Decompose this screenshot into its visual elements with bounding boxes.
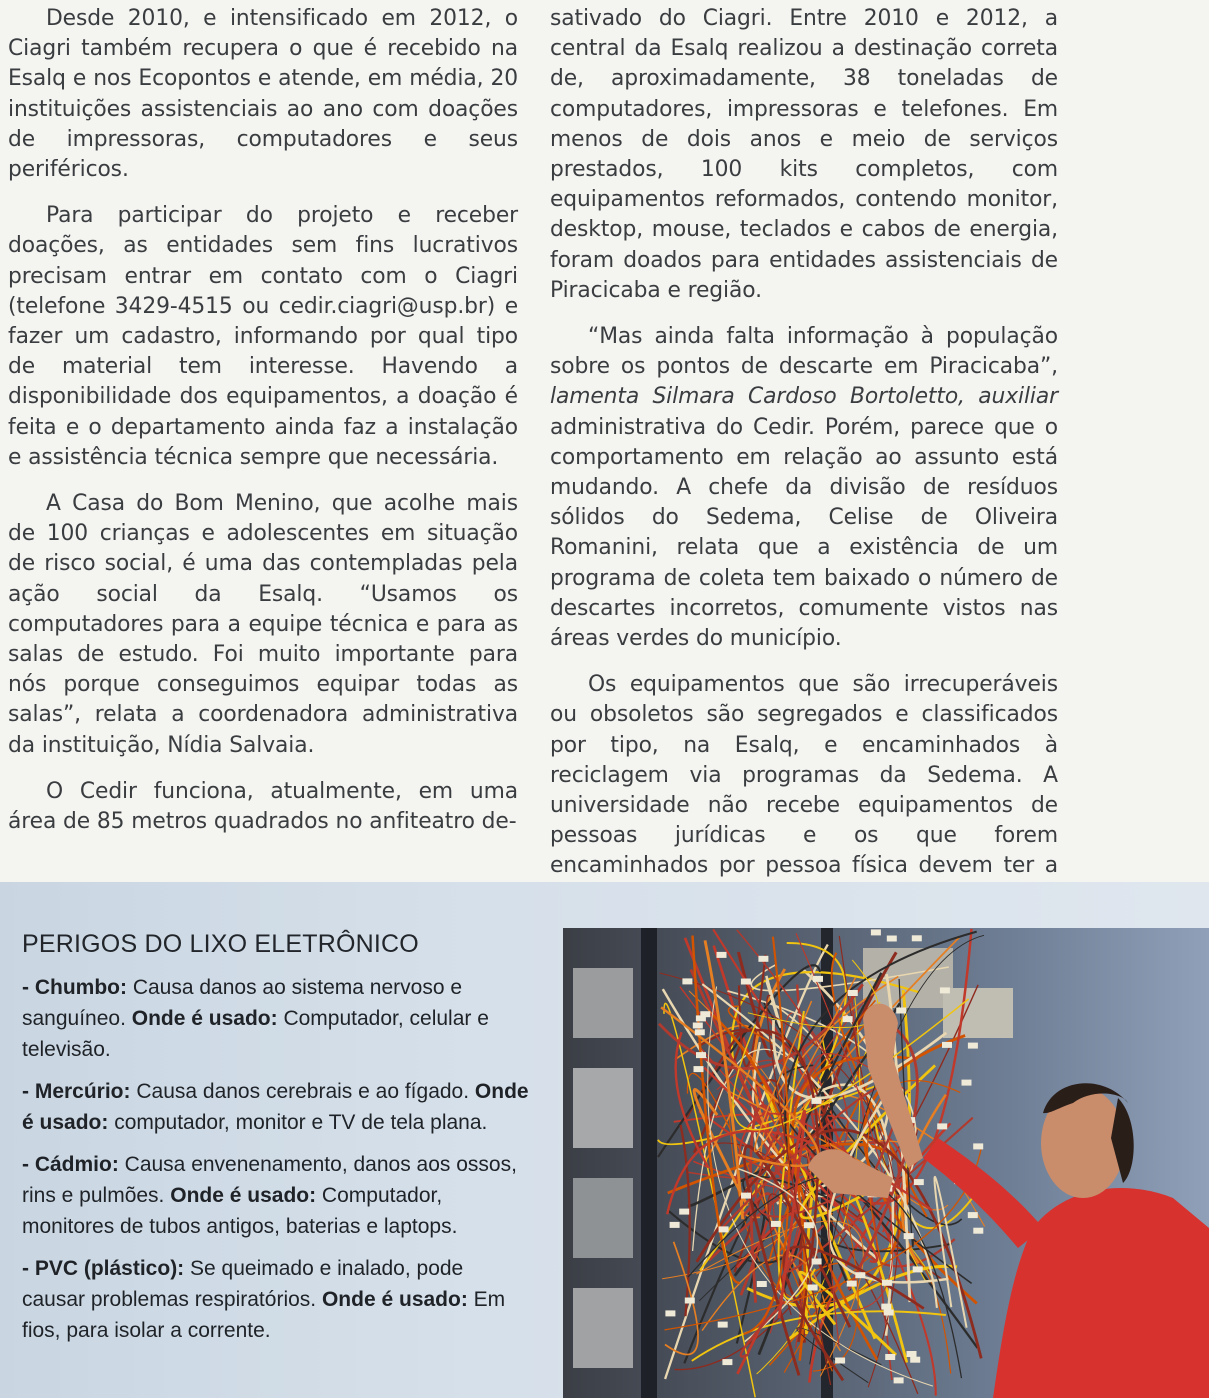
cable-connector (907, 1351, 917, 1357)
cable-connector (665, 1310, 675, 1316)
hazard-effect: Causa danos cerebrais e ao fígado. (130, 1080, 475, 1103)
cable-connector (812, 1259, 822, 1265)
cable-connector (881, 1304, 891, 1310)
cable-connector (682, 978, 692, 984)
cable-connector (912, 935, 922, 941)
cable-connector (722, 1359, 732, 1365)
cable-connector (808, 1285, 818, 1291)
paragraph: Os equipamentos que são irrecuperáveis ou obsoletos são segregados e classificados por tipo, na Esalq, e encaminhados à reciclagem via programas da Sedema. A universidade não recebe equipamentos de pessoas jurídicas e os que forem encaminhados por pessoa física devem ter a (550, 672, 1058, 879)
hazard-name: - Cádmio: (22, 1153, 119, 1176)
cable-connector (913, 1266, 923, 1272)
hazard-name: - Chumbo: (22, 976, 127, 999)
cable-connector (973, 1143, 983, 1149)
usage-label: Onde é usado: (321, 1288, 468, 1311)
hazard-item (22, 1253, 532, 1346)
cable-connector (942, 1042, 952, 1048)
usage-label: Onde é usado: (170, 1184, 317, 1207)
cable-connector (940, 987, 950, 993)
cable-connector (670, 1222, 680, 1228)
cable-connector (812, 1098, 822, 1104)
hazard-effect: Causa danos ao sistema nervoso e sanguíneo. (22, 976, 463, 1030)
hazard-effect: Se queimado e inalado, pode causar problemas respiratórios. (22, 1257, 464, 1311)
cable-connector (887, 936, 897, 942)
cable-connector (758, 956, 768, 962)
cable-connector (813, 976, 823, 982)
cable-connector (843, 1016, 853, 1022)
usage-text: Em fios, para isolar a corrente. (22, 1288, 506, 1342)
photo-technician-with-cables (563, 928, 1209, 1398)
cable-connector (685, 1298, 695, 1304)
cable-connector (884, 1310, 894, 1316)
cable-connector (717, 952, 727, 958)
cable-connector (847, 1281, 857, 1287)
usage-label: Onde é usado: (22, 1080, 529, 1134)
paragraph: O Cedir funciona, atualmente, em uma área de 85 metros quadrados no anfiteatro de- (8, 778, 518, 835)
usage-text: Computador, monitores de tubos antigos, baterias e laptops. (22, 1184, 458, 1238)
quote-continuation: administrativa do Cedir. Porém, parece que o comportamento em relação ao assunto está mudando. A chefe da divisão de resíduos sólidos do Sedema, Celise de Oliveira Romanini, relata que a existência de um programa de coleta tem baixado o número de descartes incorretos, comumente vistos nas áreas verdes do município. (550, 414, 1058, 652)
cable-connector (700, 1011, 710, 1017)
usage-text: computador, monitor e TV de tela plana. (108, 1111, 488, 1134)
cable-connector (771, 1221, 781, 1227)
hazard-list (22, 972, 532, 1357)
paragraph-quote (550, 322, 1058, 654)
cable-connector (741, 979, 751, 985)
cable-connector (882, 1280, 892, 1286)
paragraph: sativado do Ciagri. Entre 2010 e 2012, a central da Esalq realizou a destinação correta de, aproximadamente, 38 toneladas de computadores, impressoras e telefones. Em menos de dois anos e meio de serviços prestados, 100 kits completos, com equipamentos reformados, contendo monitor, desktop, mouse, teclados e cabos de energia, foram doados para entidades assistenciais de Piracicaba e região. (550, 6, 1058, 303)
quote-attribution: lamenta Silmara Cardoso Bortoletto, auxiliar (550, 384, 1058, 410)
cable-connector (719, 1226, 729, 1232)
hazard-item (22, 1076, 532, 1138)
cable-connector (914, 1179, 924, 1185)
cable-connector (885, 1354, 895, 1360)
box-title: PERIGOS DO LIXO ELETRÔNICO (22, 930, 419, 958)
photo-illustration (563, 928, 1209, 1398)
article-left-column (8, 4, 518, 853)
hazard-name: - PVC (plástico): (22, 1257, 185, 1280)
usage-text: Computador, celular e televisão. (22, 1007, 489, 1061)
cable-connector (804, 1222, 814, 1228)
usage-label: Onde é usado: (131, 1007, 278, 1030)
cable-connector (973, 1228, 983, 1234)
quote-text: “Mas ainda falta informação à população sobre os pontos de descarte em Piracicaba”, (550, 324, 1058, 380)
paragraph: A Casa do Bom Menino, que acolhe mais de 100 crianças e adolescentes em situação de risco social, é uma das contempladas pela ação social da Esalq. “Usamos os computadores para a equipe técnica e para as salas de estudo. Foi muito importante para nós porque conseguimos equipar todas as salas”, relata a coordenadora administrativa da instituição, Nídia Salvaia. (8, 491, 518, 758)
cable-connector (871, 929, 881, 935)
article-right-column (550, 4, 1058, 928)
cable-connector (718, 1322, 728, 1328)
cable-connector (968, 1043, 978, 1049)
cable-connector (848, 990, 858, 996)
cable-connector (937, 1123, 947, 1129)
cable-connector (855, 1272, 865, 1278)
cable-connector (894, 1377, 904, 1383)
cable-connector (741, 1193, 751, 1199)
paragraph: Para participar do projeto e receber doações, as entidades sem fins lucrativos precisam entrar em contato com o Ciagri (telefone 3429-4515 ou cedir.ciagri@usp.br) e fazer um cadastro, informando por qual tipo de material tem interesse. Havendo a disponibilidade dos equipamentos, a doação é feita e o departamento ainda faz a instalação e assistência técnica sempre que necessária. (8, 203, 518, 470)
cable-connector (679, 1209, 689, 1215)
cable-connector (695, 1029, 705, 1035)
cable-connector (757, 1281, 767, 1287)
hazard-item (22, 1149, 532, 1242)
cable-connector (835, 1358, 845, 1364)
cable-connector (693, 1023, 703, 1029)
cable-connector (968, 1212, 978, 1218)
hazard-name: - Mercúrio: (22, 1080, 131, 1103)
cable-connector (896, 1008, 906, 1014)
cable-connector (910, 1357, 920, 1363)
cable-connector (962, 1080, 972, 1086)
paragraph: Desde 2010, e intensificado em 2012, o Ciagri também recupera o que é recebido na Esalq e nos Ecopontos e atende, em média, 20 instituições assistenciais ao ano com doações de impressoras, computadores e seus periféricos. (8, 6, 518, 183)
cable-connector (904, 1233, 914, 1239)
cable-connector (696, 1052, 706, 1058)
hazard-effect: Causa envenenamento, danos aos ossos, rins e pulmões. (22, 1153, 517, 1207)
hazard-item (22, 972, 532, 1065)
shelf-post (641, 928, 657, 1398)
cable-connector (694, 1066, 704, 1072)
